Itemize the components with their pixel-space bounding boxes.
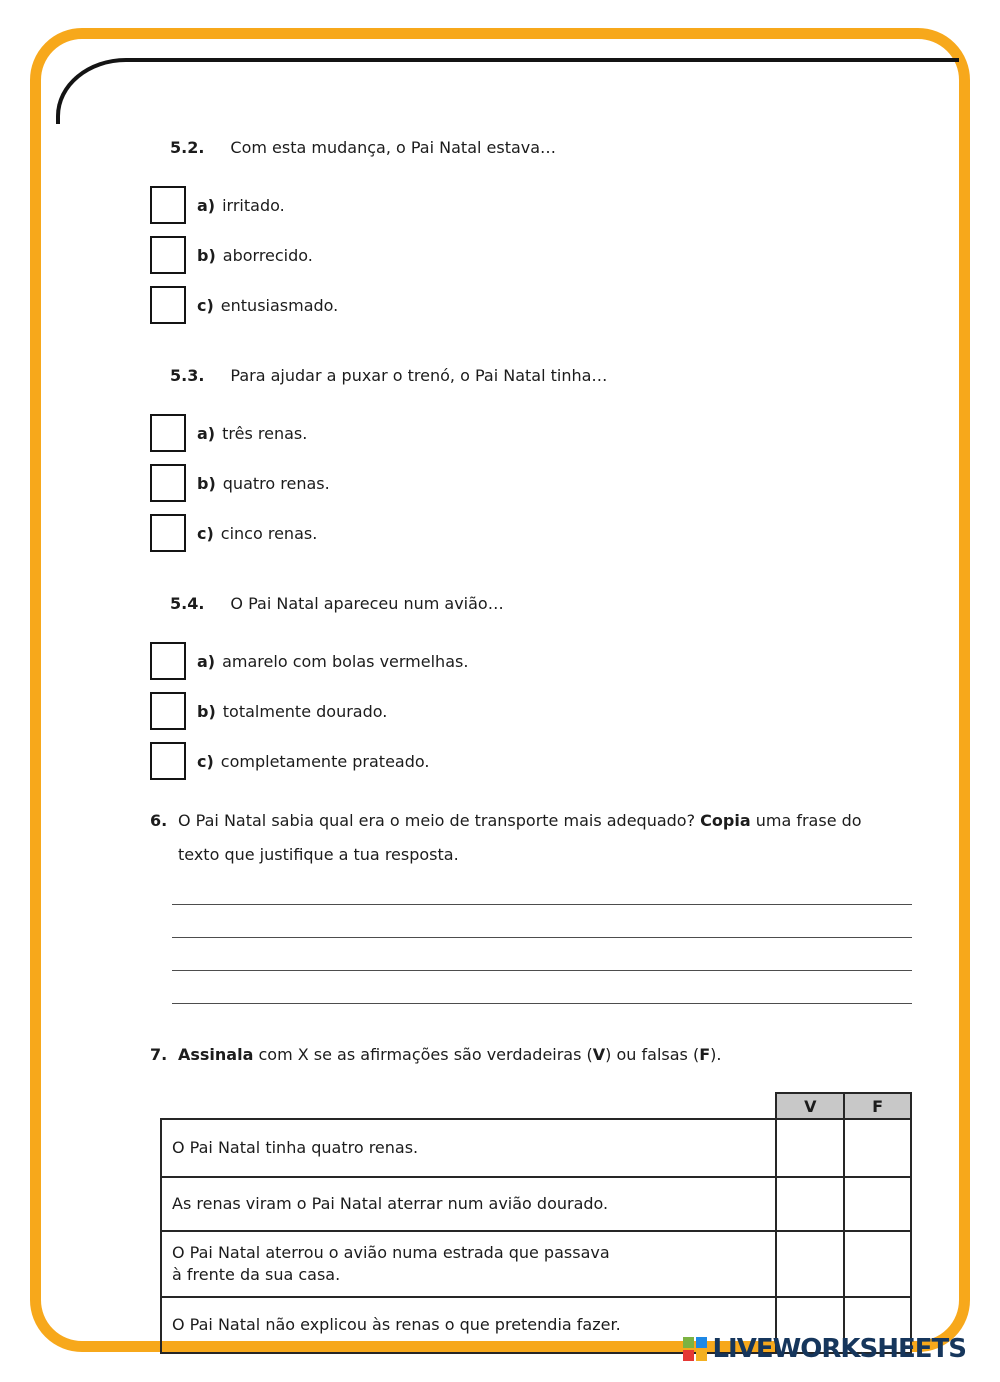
- option-row: [150, 514, 912, 552]
- option-label: completamente prateado.: [220, 751, 430, 771]
- options-list: [150, 414, 912, 552]
- question-5-3: [150, 366, 912, 552]
- question-number: 5.4.: [170, 594, 205, 613]
- icon-square-green: [683, 1337, 694, 1348]
- table-row: [161, 1231, 911, 1297]
- answer-cell-v[interactable]: [776, 1119, 844, 1177]
- statement-line: O Pai Natal não explicou às renas o que pretendia fazer.: [172, 1315, 621, 1334]
- option-row: [150, 742, 912, 780]
- liveworksheets-logo[interactable]: [683, 1334, 966, 1364]
- statement-cell: [161, 1231, 776, 1297]
- option-letter: c): [197, 523, 214, 543]
- q7-text-2: ) ou falsas (: [605, 1045, 700, 1064]
- question-7: [150, 1044, 912, 1066]
- statement-line: O Pai Natal tinha quatro renas.: [172, 1138, 419, 1157]
- question-heading: [170, 366, 912, 386]
- answer-line[interactable]: [172, 1003, 912, 1004]
- statement-line: As renas viram o Pai Natal aterrar num avião dourado.: [172, 1194, 609, 1213]
- answer-checkbox[interactable]: [150, 236, 186, 274]
- statement-cell: [161, 1177, 776, 1231]
- icon-square-blue: [696, 1337, 707, 1348]
- answer-cell-v[interactable]: [776, 1177, 844, 1231]
- option-label: totalmente dourado.: [222, 701, 388, 721]
- q7-text-3: ).: [710, 1045, 722, 1064]
- worksheet-inner-frame-curve: [56, 58, 959, 124]
- statement-cell: [161, 1119, 776, 1177]
- option-row: [150, 692, 912, 730]
- question-6: [150, 804, 912, 872]
- answer-cell-f[interactable]: [844, 1177, 911, 1231]
- option-label: amarelo com bolas vermelhas.: [222, 651, 469, 671]
- question-heading: [170, 594, 912, 614]
- q7-text-1: com X se as afirmações são verdadeiras (: [253, 1045, 593, 1064]
- q6-text-1: O Pai Natal sabia qual era o meio de transporte mais adequado?: [178, 811, 701, 830]
- header-spacer: [161, 1093, 776, 1119]
- question-number: 6.: [150, 811, 168, 830]
- question-number: 7.: [150, 1045, 168, 1064]
- option-row: [150, 186, 912, 224]
- option-letter: a): [197, 423, 216, 443]
- option-letter: a): [197, 195, 216, 215]
- option-letter: b): [197, 245, 216, 265]
- question-prompt: Com esta mudança, o Pai Natal estava…: [230, 138, 557, 157]
- option-letter: c): [197, 751, 214, 771]
- table-row: [161, 1119, 911, 1177]
- option-label: cinco renas.: [220, 523, 318, 543]
- answer-line[interactable]: [172, 970, 912, 971]
- question-number: 5.3.: [170, 366, 205, 385]
- answer-cell-f[interactable]: [844, 1231, 911, 1297]
- table-header-row: [161, 1093, 911, 1119]
- answer-cell-f[interactable]: [844, 1119, 911, 1177]
- answer-checkbox[interactable]: [150, 642, 186, 680]
- answer-checkbox[interactable]: [150, 514, 186, 552]
- answer-checkbox[interactable]: [150, 286, 186, 324]
- option-label: três renas.: [222, 423, 308, 443]
- option-row: [150, 236, 912, 274]
- question-5-4: [150, 594, 912, 780]
- statement-line: à frente da sua casa.: [172, 1265, 341, 1284]
- option-label: entusiasmado.: [220, 295, 339, 315]
- option-label: aborrecido.: [222, 245, 313, 265]
- option-row: [150, 642, 912, 680]
- question-prompt: Para ajudar a puxar o trenó, o Pai Natal tinha…: [230, 366, 608, 385]
- options-list: [150, 642, 912, 780]
- answer-line[interactable]: [172, 937, 912, 938]
- answer-checkbox[interactable]: [150, 414, 186, 452]
- answer-lines: [172, 904, 912, 1004]
- header-false: F: [844, 1093, 911, 1119]
- answer-checkbox[interactable]: [150, 742, 186, 780]
- q6-bold-copia: Copia: [700, 811, 751, 830]
- answer-line[interactable]: [172, 904, 912, 905]
- option-row: [150, 414, 912, 452]
- q6-text-2: uma frase do texto que justifique a tua resposta.: [178, 811, 862, 864]
- option-letter: a): [197, 651, 216, 671]
- answer-checkbox[interactable]: [150, 186, 186, 224]
- question-prompt: [178, 1044, 900, 1066]
- question-heading: [170, 138, 912, 158]
- answer-checkbox[interactable]: [150, 464, 186, 502]
- question-number: 5.2.: [170, 138, 205, 157]
- option-label: quatro renas.: [222, 473, 330, 493]
- worksheet-content: [150, 138, 912, 1354]
- option-letter: c): [197, 295, 214, 315]
- question-prompt: O Pai Natal apareceu num avião…: [230, 594, 504, 613]
- answer-checkbox[interactable]: [150, 692, 186, 730]
- options-list: [150, 186, 912, 324]
- option-row: [150, 286, 912, 324]
- brand-name: LIVEWORKSHEETS: [712, 1334, 966, 1364]
- icon-square-yellow: [696, 1350, 707, 1361]
- option-letter: b): [197, 701, 216, 721]
- true-false-table: [160, 1092, 912, 1354]
- q7-bold-v: V: [592, 1045, 606, 1064]
- q7-bold-f: F: [699, 1045, 711, 1064]
- question-5-2: [150, 138, 912, 324]
- header-true: V: [776, 1093, 844, 1119]
- liveworksheets-grid-icon: [683, 1337, 707, 1361]
- icon-square-red: [683, 1350, 694, 1361]
- table-row: [161, 1177, 911, 1231]
- option-label: irritado.: [222, 195, 285, 215]
- option-letter: b): [197, 473, 216, 493]
- question-prompt: [178, 804, 900, 872]
- statement-line: O Pai Natal aterrou o avião numa estrada que passava: [172, 1243, 610, 1262]
- answer-cell-v[interactable]: [776, 1231, 844, 1297]
- q7-bold-assinala: Assinala: [178, 1045, 254, 1064]
- option-row: [150, 464, 912, 502]
